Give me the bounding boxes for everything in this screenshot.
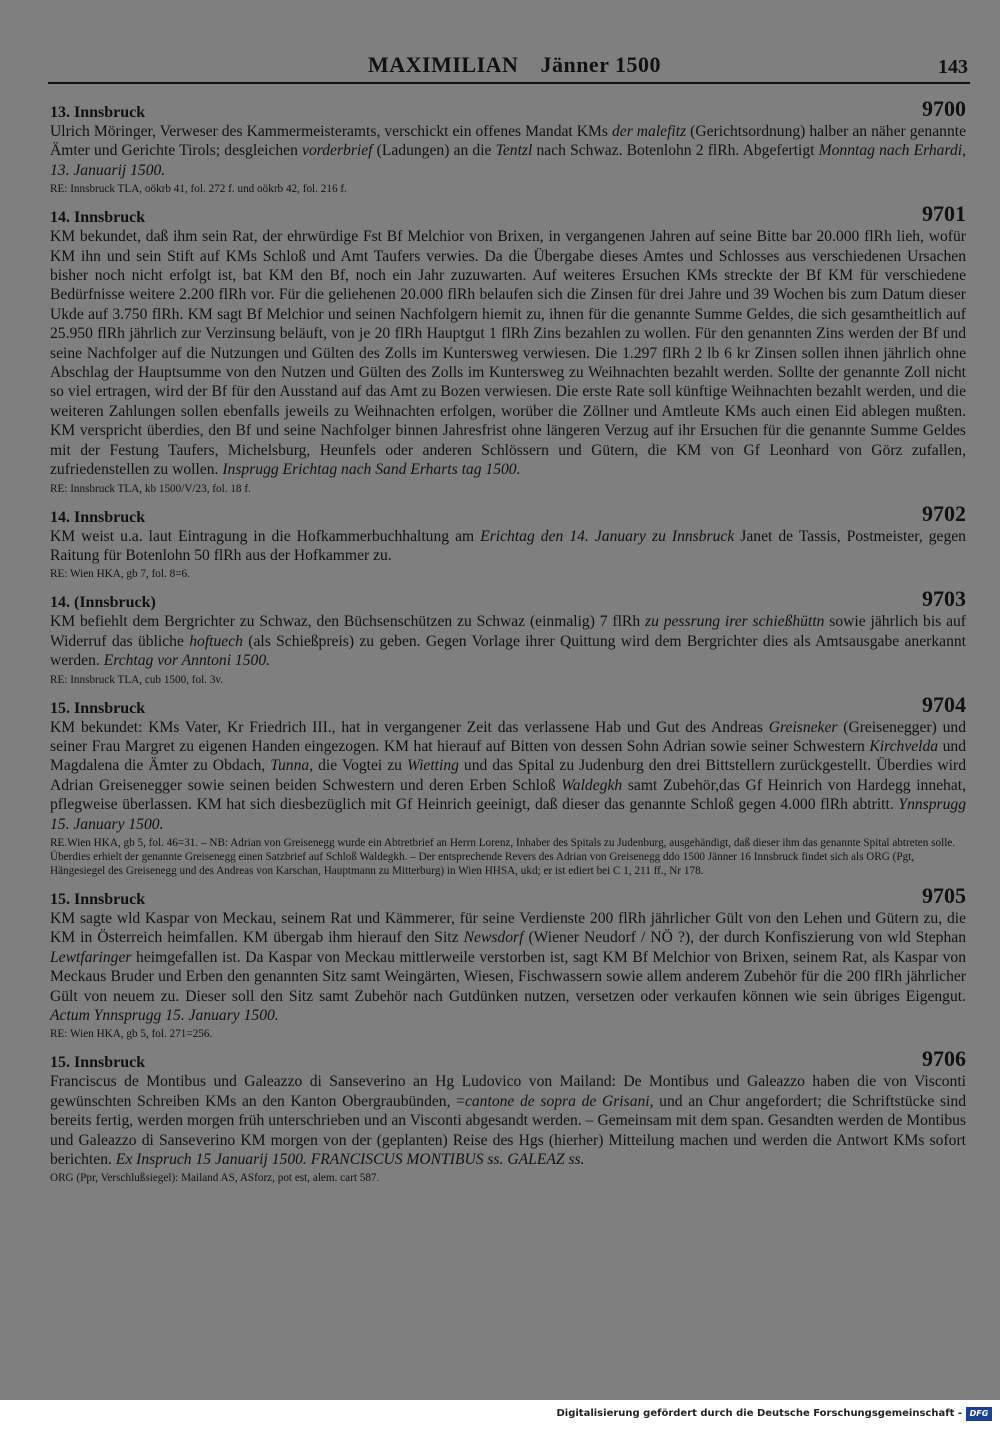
entry-date-place: 14. Innsbruck (50, 209, 146, 227)
entry-text-italic: Newsdorf (463, 929, 524, 947)
entry-text-run: heimgefallen ist. Da Kaspar von Meckau mittlerweile verstorben ist, sagt KM Bf Melchior von Brixen, seinem Rat, als Kaspar von Meckaus Bruder und Erben den genannten Sitz samt Weingärten, Wiesen, Fischwassern sowie allem anderem Zubehör für die 200 flRh jährlicher Gült von neuem zu. Dieser soll den Sitz samt Zubehör nach Gutdünken nutzen, versetzen oder verkaufen können wie sein übriges Eigengut. (50, 948, 966, 1005)
entry-date-place: 15. Innsbruck (50, 699, 146, 717)
entry-text-italic: der malefitz (611, 123, 687, 140)
entry-text-run: die Vogtei zu (313, 757, 407, 775)
entry-text (50, 612, 966, 670)
entry-text-run: KM bekundet: KMs Vater, Kr Friedrich III., hat in vergangener Zeit das verlassene Hab und Gut des Andreas (50, 718, 769, 736)
entry-number: 9704 (922, 691, 966, 717)
entry-text-run: und an Chur angefordert; die Schriftstücke sind bereits fertig, werden morgen früh unterschrieben und an Visconti abgesandt werden. – Gemeinsam mit dem span. Gesandten werden de Montibus und Galeazzo di Sanseverino KM morgen von der (geplanten) Reise des Hgs (hierher) Mitteilung machen und werden die Antwort KMs sofort berichten. (50, 1092, 966, 1169)
entry-date-place: 14. Innsbruck (50, 508, 146, 526)
entry-text-italic: Kirchvelda (869, 737, 939, 755)
entry-text-italic: Ex Inspruch 15 Januarij 1500. FRANCISCUS MONTIBUS ss. GALEAZ ss. (115, 1151, 585, 1169)
entry-date-place: 15. Innsbruck (50, 890, 146, 908)
entry-number: 9703 (922, 586, 966, 612)
entry-number: 9702 (922, 500, 966, 526)
entry-text-italic: Actum Ynnsprugg 15. January 1500. (50, 1007, 279, 1024)
regest-entry (50, 500, 966, 582)
entry-heading (50, 1048, 966, 1072)
entry-source: RE: Wien HKA, gb 7, fol. 8=6. (50, 568, 190, 581)
page-number: 143 (938, 56, 968, 78)
entry-text-run: Janet de Tassis, Postmeister, gegen Raitung für Botenlohn 50 flRh aus der Hofkammer zu. (50, 527, 966, 564)
entry-date-place: 15. Innsbruck (50, 1054, 146, 1072)
entry-text-italic: Lewtfaringer (50, 948, 132, 966)
entry-number: 9706 (922, 1046, 966, 1072)
entry-text-italic: zu pessrung irer schießhüttn (645, 613, 825, 631)
entry-number: 9700 (922, 96, 966, 121)
entry-text-italic: hoftuech (189, 632, 243, 650)
entry-text-run: (als Schießpreis) zu geben. Gegen Vorlage ihrer Quittung wird dem Bergrichter dies als Amtsausgabe anerkannt werden. (50, 632, 966, 670)
regest-entry (50, 882, 966, 1041)
entry-text-italic: Erchtag vor Anntoni 1500. (103, 652, 271, 670)
entry-text (50, 227, 966, 479)
footer-bar (0, 1400, 1000, 1430)
entry-text (50, 527, 966, 566)
entry-text-run: (Greisenegger) und seiner Frau Margret zu eigenen Handen eingezogen. KM hat hierauf auf Bitten von dessen Sohn Adrian sowie seiner Schwestern (50, 718, 966, 755)
entry-text (50, 909, 966, 1025)
entry-text-run: KM sagte wld Kaspar von Meckau, seinem Rat und Kämmerer, für seine Verdienste 200 flRh jährlicher Gült von den Lehen und Gütern zu, die KM in Österreich heimfallen. KM übergab ihm hierauf den Sitz (50, 909, 966, 947)
entry-text-italic: Monntag nach Erhardi, 13. Januarij 1500. (50, 142, 966, 179)
entry-text-run: und Magdalena die Ämter zu Obdach, (50, 737, 966, 775)
entry-source: RE: Wien HKA, gb 5, fol. 271=256. (50, 1028, 213, 1041)
entry-text-run: samt Zubehör,das Gf Heinrich von Hardegg innehat, pflegweise überlassen. KM hat sich diesbezüglich mit Gf Heinrich geeinigt, daß dieser das genannte Schloß gegen 4.000 flRh abtritt. (50, 776, 966, 814)
entry-text-italic: Waldegkh (561, 776, 623, 794)
entry-heading (50, 500, 966, 527)
entry-date-place: 14. (Innsbruck) (50, 594, 156, 612)
entry-text-run: (Wiener Neudorf / NÖ ?), der durch Konfiszierung von wld Stephan (523, 929, 966, 947)
entry-text-run: KM bekundet, daß ihm sein Rat, der ehrwürdige Fst Bf Melchior von Brixen, in vergangenen Jahren auf seine Bitte bar 20.000 flRh lieh, wofür KM ihn und sein Stift auf KMs Schloß und Amt Taufers verwies. Da die Übergabe dieses Amtes und Schlosses aus verschiedenen Ursachen bisher noch nicht erfolgt ist, bat KM den Bf, noch ein Jahr zuzuwarten. Auf weiteres Ersuchen KMs streckte der Bf KM für verschiedene Bedürfnisse weitere 2.200 flRh vor. Für die geliehenen 20.000 flRh belaufen sich die Zinsen für drei Jahre und 39 Wochen bis zum Datum dieser Ukde auf 3.750 flRh. KM sagt Bf Melchior und seinen Nachfolgern hiemit zu, ihnen für die genannte Summe Geldes, die sich gesamtheitlich auf 25.950 flRh jährlich zur Verzinsung beläuft, von je 20 flRh Hauptgut 1 flRh Zins bezahlen zu wollen. Für den genannten Zins werden der Bf und seine Nachfolger auf die Nutzungen und Gülten des Zolls im Kuntersweg verwiesen. Die 1.297 flRh 2 lb 6 kr Zinsen sollen ihnen jährlich ohne Abschlag der Hauptsumme von den Nutzen und Gülten des Zolls im Kuntersweg zu Weihnachten bezahlt werden. Sollte der genannte Zoll nicht so viel ertragen, wird der Bf für den Ausstand auf das Amt zu Bozen verwiesen. Die erste Rate soll künftige Weihnachten bezahlt werden, und die weiteren Zahlungen sollen ebenfalls jeweils zu Weihnachten erfolgen, worüber die Zöllner und Amtleute KMs auch einen Eid ablegen mußten. KM verspricht überdies, den Bf und seine Nachfolger binnen Jahresfrist ohne längeren Verzug auf ihr Ersuchen für die genannte Summe Geldes mit der Festung Taufers, Michelsburg, Heunfels oder anderen Schlössern und Gütern, die KM von Gf Leonhard von Görz zufallen, zufriedenstellen zu wollen. (50, 228, 966, 479)
running-head-month: Jänner 1500 (540, 52, 662, 77)
entry-text-run: (Gerichtsordnung) halber an näher genannte Ämter und Gerichte Tirols; desgleichen (50, 123, 966, 160)
entry-text-italic: Ynnsprugg 15. January 1500. (50, 796, 966, 833)
entry-text-italic: Tentzl (495, 142, 533, 160)
entry-text-run: sowie jährlich bis auf Widerruf das übliche (50, 613, 966, 650)
dfg-logo: DFG (966, 1407, 992, 1421)
entry-heading (50, 691, 966, 718)
regest-entry (50, 203, 966, 495)
page-header (48, 46, 970, 84)
entry-text-run: KM befiehlt dem Bergrichter zu Schwaz, den Büchsenschützen zu Schwaz (einmalig) 7 flRh (50, 613, 645, 631)
entry-text-run: (Ladungen) an die (372, 142, 496, 160)
entry-heading (50, 98, 966, 122)
entry-source: ORG (Ppr, Verschlußsiegel): Mailand AS, ASforz, pot est, alem. cart 587. (50, 1172, 380, 1185)
regest-entry (50, 98, 966, 196)
running-head-title: MAXIMILIAN (368, 52, 519, 77)
entry-text-italic: Wietting (406, 757, 459, 775)
entry-text (50, 718, 966, 834)
entry-source: RE: Innsbruck TLA, cub 1500, fol. 3v. (50, 673, 224, 686)
entry-text-run: und das Spital zu Judenburg den drei Bittstellern zurückgestellt. Überdies wird Adrian Greisenegger sowie seinen beiden Schwestern und deren Erben Schloß (50, 757, 967, 794)
entry-text-italic: cantone de sopra de Grisani, (464, 1092, 654, 1110)
entry-text-run: nach Schwaz. Botenlohn 2 flRh. Abgefertigt (532, 142, 819, 160)
entry-text (50, 122, 966, 180)
regesta-list (50, 98, 966, 1192)
entry-text-italic: Insprugg Erichtag nach Sand Erharts tag 1500. (222, 461, 521, 479)
entry-text-run: KM weist u.a. laut Eintragung in die Hofkammerbuchhaltung am (50, 527, 481, 545)
entry-text-italic: Tunna, (270, 757, 314, 775)
entry-number: 9705 (922, 882, 966, 908)
entry-source: RE: Innsbruck TLA, oökrb 41, fol. 272 f. und oökrb 42, fol. 216 f. (50, 183, 347, 196)
entry-date-place: 13. Innsbruck (50, 104, 146, 121)
regest-entry (50, 1048, 966, 1185)
entry-text-run: Franciscus de Montibus und Galeazzo di Sanseverino an Hg Ludovico von Mailand: De Montibus und Galeazzo haben die von Visconti gewünschten Schreiben KMs an den Kanton Obergraubünden, = (50, 1073, 966, 1110)
entry-heading (50, 882, 966, 909)
entry-text-italic: Greisneker (768, 718, 838, 736)
entry-text-run: Ulrich Möringer, Verweser des Kammermeisteramts, verschickt ein offenes Mandat KMs (50, 123, 612, 140)
regest-entry (50, 588, 966, 686)
entry-source: RE: Innsbruck TLA, kb 1500/V/23, fol. 18 f. (50, 482, 251, 495)
entry-heading (50, 588, 966, 612)
entry-text-italic: Erichtag den 14. January zu Innsbruck (480, 527, 735, 545)
entry-number: 9701 (922, 201, 966, 227)
entry-text (50, 1072, 966, 1169)
entry-heading (50, 203, 966, 227)
running-head (368, 52, 661, 78)
entry-source: RE.Wien HKA, gb 5, fol. 46=31. – NB: Adrian von Greisenegg wurde ein Abtretbrief an Herrn Lorenz, Inhaber des Spitals zu Judenburg, ausgehändigt, daß dieser ihm das genannte Spital abtreten solle. Überdies erhielt der genannte Greisenegg einen Satzbrief auf Schloß Waldegkh. – Der entsprechende Revers des Adrian von Greisenegg ddo 1500 Jänner 16 Innsbruck findet sich als ORG (Pgt, Hängesiegel des Greisenegg und des Andreas von Karschan, Hauptmann zu Mitterburg) in Wien HHSA, ukd; er ist ediert bei C 1, 211 ff., Nr 178. (50, 836, 956, 877)
entry-text-italic: vorderbrief (302, 142, 373, 160)
footer-credit: Digitalisierung gefördert durch die Deutsche Forschungsgemeinschaft - (556, 1408, 962, 1419)
regest-entry (50, 691, 967, 878)
